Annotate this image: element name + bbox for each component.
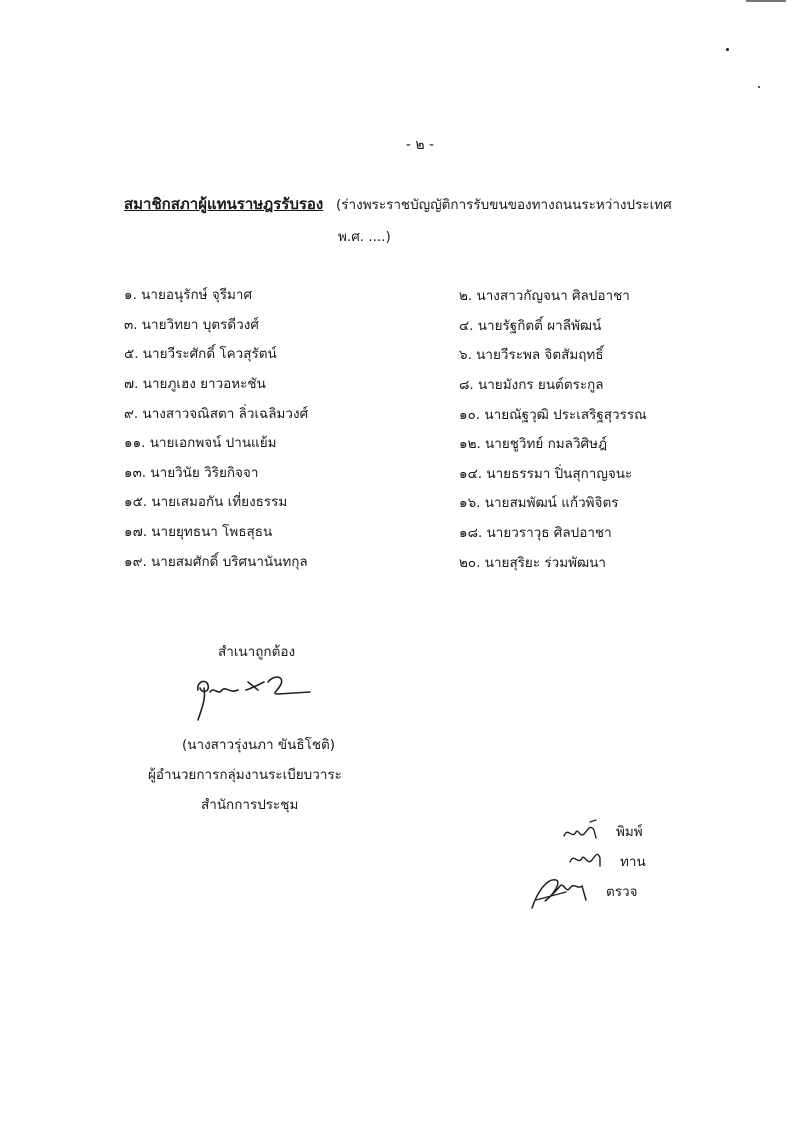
member-item: ๑๔. นายธรรมา ปิ่นสุกาญจนะ xyxy=(459,466,633,482)
proofreader-initials xyxy=(566,846,606,872)
member-item: ๔. นายรัฐกิตติ์ ผาลีพัฒน์ xyxy=(459,318,602,334)
page-number: - ๒ - xyxy=(405,137,435,153)
member-item: ๑. นายอนุรักษ์ จุรีมาศ xyxy=(124,287,253,303)
certifier-office: สำนักการประชุม xyxy=(201,797,299,813)
member-item: ๑๕. นายเสมอกัน เที่ยงธรรม xyxy=(124,494,288,510)
scan-speck xyxy=(758,86,760,88)
header-description-continued: พ.ศ. ....) xyxy=(338,229,391,245)
certifier-name: (นางสาวรุ่งนภา ขันธิโชติ) xyxy=(182,737,336,753)
member-item: ๑๒. นายชูวิทย์ กมลวิศิษฎ์ xyxy=(459,436,608,452)
scan-edge-mark xyxy=(746,0,786,2)
member-item: ๕. นายวีระศักดิ์ โควสุรัตน์ xyxy=(124,346,277,362)
header-label: สมาชิกสภาผู้แทนราษฎรรับรอง xyxy=(124,195,324,213)
member-item: ๑๗. นายยุทธนา โพธสุธน xyxy=(124,524,273,540)
typist-initials xyxy=(560,818,604,844)
checked-label: ตรวจ xyxy=(606,884,638,900)
member-item: ๑๓. นายวินัย วิริยกิจจา xyxy=(124,465,259,481)
member-item: ๓. นายวิทยา บุตรดีวงศ์ xyxy=(124,317,259,333)
member-item: ๙. นางสาวจณิสตา ลิ่วเฉลิมวงศ์ xyxy=(124,406,309,422)
member-item: ๒. นางสาวกัญจนา ศิลปอาชา xyxy=(459,288,630,304)
member-item: ๒๐. นายสุริยะ ร่วมพัฒนา xyxy=(459,555,607,571)
member-item: ๑๘. นายวราวุธ ศิลปอาชา xyxy=(459,525,612,541)
proofread-label: ทาน xyxy=(620,854,646,870)
member-item: ๑๑. นายเอกพจน์ ปานแย้ม xyxy=(124,435,277,451)
member-item: ๑๖. นายสมพัฒน์ แก้วพิจิตร xyxy=(459,495,619,511)
typed-label: พิมพ์ xyxy=(616,824,643,840)
certification-title: สำเนาถูกต้อง xyxy=(218,644,296,660)
member-item: ๖. นายวีระพล จิตสัมฤทธิ์ xyxy=(459,347,604,363)
member-item: ๑๐. นายณัฐวุฒิ ประเสริฐสุวรรณ xyxy=(459,407,647,423)
certifier-position: ผู้อำนวยการกลุ่มงานระเบียบวาระ xyxy=(148,767,342,783)
handwritten-signature xyxy=(188,668,318,724)
scan-speck xyxy=(726,48,729,51)
checker-signature xyxy=(526,870,592,914)
header-description: (ร่างพระราชบัญญัติการรับขนของทางถนนระหว่างประเทศ xyxy=(336,197,672,213)
member-item: ๑๙. นายสมศักดิ์ บริศนานันทกุล xyxy=(124,554,308,570)
member-item: ๗. นายภูเฮง ยาวอหะชัน xyxy=(124,376,266,392)
member-item: ๘. นายมังกร ยนต์ตระกูล xyxy=(459,377,604,393)
